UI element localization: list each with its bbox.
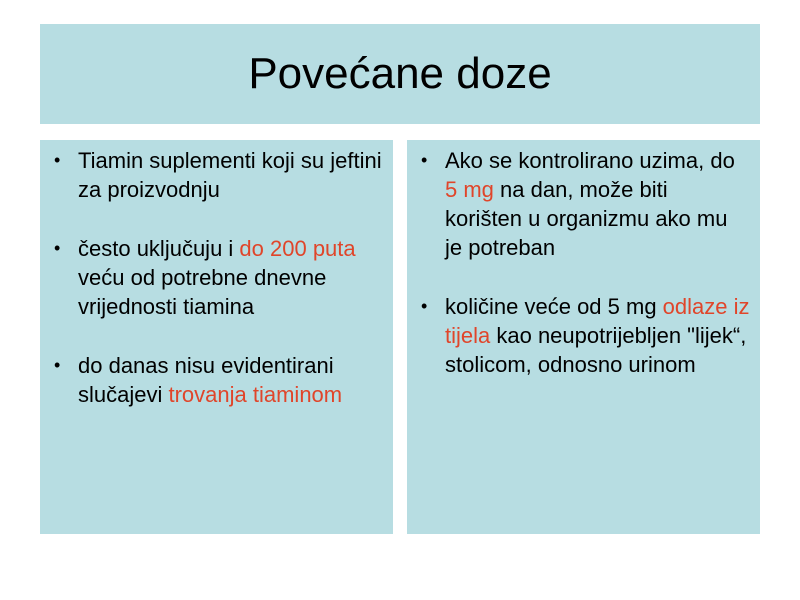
bullet-item (48, 146, 383, 204)
bullet-item (415, 146, 750, 262)
bullet-dot-icon: • (54, 355, 61, 375)
highlighted-text: do 200 puta (239, 236, 356, 261)
right-column-panel (407, 140, 760, 534)
bullet-text: na dan, može biti korišten u organizmu ako mu je potreban (445, 177, 728, 260)
bullet-text: često uključuju i (78, 236, 240, 261)
bullet-dot-icon: • (421, 296, 428, 316)
bullet-item (48, 351, 383, 409)
right-bullet-list (415, 146, 750, 379)
title-panel (40, 24, 760, 124)
highlighted-text: odlaze iz tijela (445, 294, 750, 348)
bullet-text: kao neupotrijebljen "lijek“, stolicom, odnosno urinom (445, 323, 747, 377)
highlighted-text: 5 mg (445, 177, 494, 202)
bullet-dot-icon: • (54, 238, 61, 258)
highlighted-text: trovanja tiaminom (168, 382, 343, 407)
bullet-text: Tiamin suplementi koji su jeftini za proizvodnju (78, 148, 382, 202)
bullet-text: Ako se kontrolirano uzima, do (445, 148, 735, 173)
bullet-text: količine veće od 5 mg (445, 294, 663, 319)
slide-title: Povećane doze (248, 49, 552, 98)
bullet-text: do danas nisu evidentirani slučajevi (78, 353, 334, 407)
bullet-text: veću od potrebne dnevne vrijednosti tiamina (78, 265, 327, 319)
bullet-item (415, 292, 750, 379)
left-column-panel (40, 140, 393, 534)
bullet-dot-icon: • (421, 150, 428, 170)
left-bullet-list (48, 146, 383, 409)
bullet-dot-icon: • (54, 150, 61, 170)
bullet-item (48, 234, 383, 321)
